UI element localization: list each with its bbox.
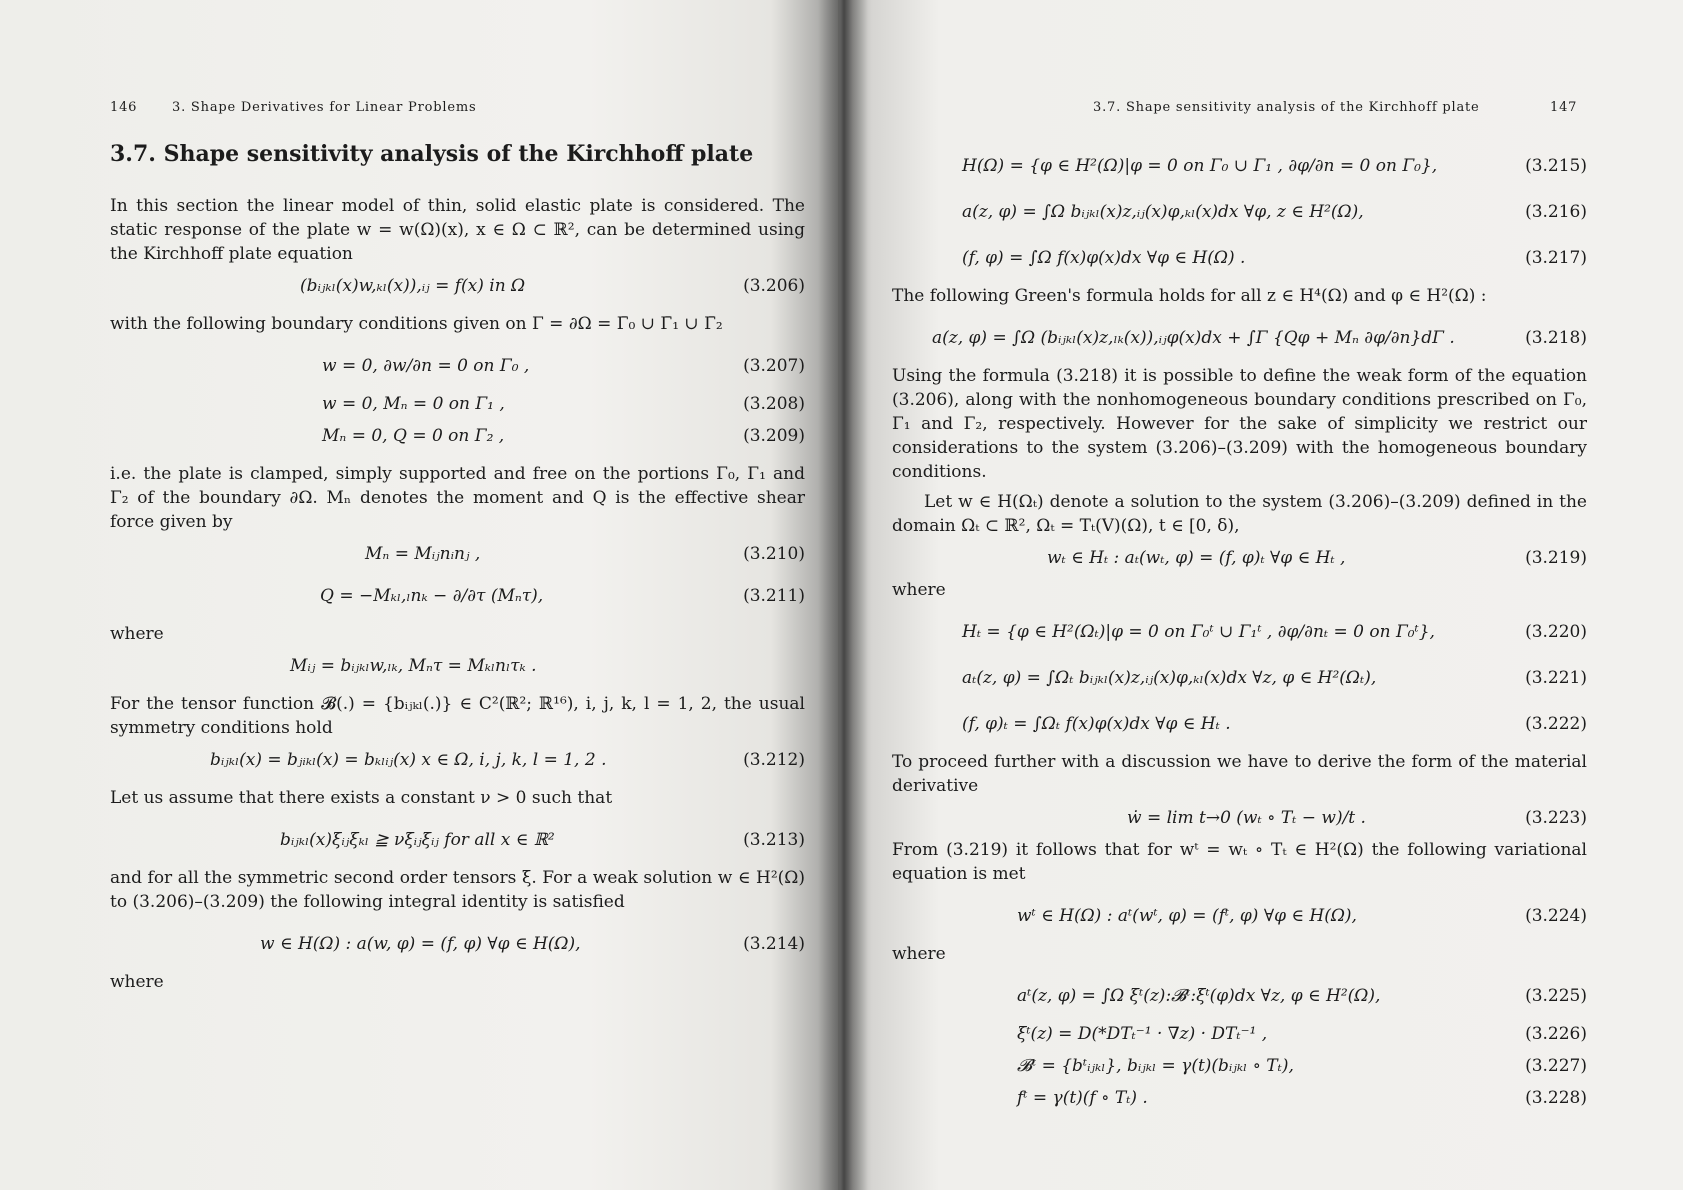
equation-body: ẇ = lim t→0 (wₜ ∘ Tₜ − w)/t . — [1127, 808, 1366, 828]
equation-3-210 — [110, 542, 805, 566]
equation-number: (3.218) — [1525, 328, 1587, 348]
equation-3-221 — [892, 658, 1587, 694]
equation-body: wᵗ ∈ H(Ω) : aᵗ(wᵗ, φ) = (fᵗ, φ) ∀φ ∈ H(Ω), — [1017, 906, 1357, 926]
equation-3-224 — [892, 896, 1587, 932]
equation-3-217 — [892, 238, 1587, 274]
paragraph: with the following boundary conditions given on Γ = ∂Ω = Γ̄₀ ∪ Γ̄₁ ∪ Γ̄₂ — [110, 314, 723, 334]
equation-body: aᵗ(z, φ) = ∫Ω ξᵗ(z):𝓑ᵗ:ξᵗ(φ)dx ∀z, φ ∈ H²(Ω), — [1017, 986, 1381, 1006]
paragraph: Let us assume that there exists a constant ν > 0 such that — [110, 788, 613, 808]
paragraph: From (3.219) it follows that for wᵗ = wₜ ∘ Tₜ ∈ H²(Ω) the following variational equation is met — [892, 840, 1587, 884]
paragraph: and for all the symmetric second order tensors ξ. For a weak solution w ∈ H²(Ω) to (3.206)–(3.209) the following integral identity is satisfied — [110, 868, 805, 912]
equation-number: (3.208) — [743, 394, 805, 414]
equation-3-228 — [892, 1086, 1587, 1110]
equation-body: 𝓑ᵗ = {bᵗᵢⱼₖₗ}, bᵢⱼₖₗ = γ(t)(bᵢⱼₖₗ ∘ Tₜ), — [1017, 1056, 1294, 1076]
gutter-shadow — [818, 0, 868, 1190]
equation-number: (3.224) — [1525, 906, 1587, 926]
equation-number: (3.217) — [1525, 248, 1587, 268]
equation-3-222 — [892, 704, 1587, 740]
equation-body: bᵢⱼₖₗ(x) = bⱼᵢₖₗ(x) = bₖₗᵢⱼ(x) x ∈ Ω, i, j, k, l = 1, 2 . — [210, 750, 607, 770]
equation-3-208 — [110, 392, 805, 416]
equation-body: H(Ω) = {φ ∈ H²(Ω)|φ = 0 on Γ₀ ∪ Γ₁ , ∂φ/∂n = 0 on Γ₀}, — [962, 156, 1438, 176]
equation-body: a(z, φ) = ∫Ω (bᵢⱼₖₗ(x)z,ₗₖ(x)),ᵢⱼφ(x)dx + ∫Γ {Qφ + Mₙ ∂φ/∂n}dΓ . — [932, 328, 1455, 348]
equation-number: (3.222) — [1525, 714, 1587, 734]
equation-body: (f, φ) = ∫Ω f(x)φ(x)dx ∀φ ∈ H(Ω) . — [962, 248, 1246, 268]
equation-3-219 — [892, 546, 1587, 570]
equation-mij — [110, 654, 805, 678]
equation-number: (3.215) — [1525, 156, 1587, 176]
equation-number: (3.211) — [743, 586, 805, 606]
paragraph: The following Green's formula holds for all z ∈ H⁴(Ω) and φ ∈ H²(Ω) : — [892, 286, 1487, 306]
equation-number: (3.214) — [743, 934, 805, 954]
paragraph: To proceed further with a discussion we have to derive the form of the material derivative — [892, 752, 1587, 796]
equation-body: w = 0, Mₙ = 0 on Γ₁ , — [322, 394, 505, 414]
right-page-body — [892, 136, 1587, 1118]
equation-3-213 — [110, 820, 805, 856]
left-page — [0, 0, 838, 1190]
paragraph-where: where — [892, 944, 946, 964]
equation-body: ξᵗ(z) = D(*DTₜ⁻¹ · ∇z) · DTₜ⁻¹ , — [1017, 1024, 1268, 1044]
paragraph: Using the formula (3.218) it is possible to define the weak form of the equation (3.206), along with the nonhomogeneous boundary conditions prescribed on Γ₀, Γ₁ and Γ₂, respectively. However for the sake of simplicity we restrict our considerations to the system (3.206)–(3.209) with the homogeneous boundary conditions. — [892, 366, 1587, 482]
paragraph: i.e. the plate is clamped, simply supported and free on the portions Γ₀, Γ₁ and Γ₂ of the boundary ∂Ω. Mₙ denotes the moment and Q is the effective shear force given by — [110, 464, 805, 532]
equation-body: Q = −Mₖₗ,ₗnₖ − ∂/∂τ (Mₙτ), — [320, 586, 544, 606]
equation-3-227 — [892, 1054, 1587, 1078]
paragraph: In this section the linear model of thin, solid elastic plate is considered. The static response of the plate w = w(Ω)(x), x ∈ Ω ⊂ ℝ², can be determined using the Kirchhoff plate equation — [110, 196, 805, 264]
equation-number: (3.210) — [743, 544, 805, 564]
equation-3-209 — [110, 424, 805, 448]
equation-number: (3.209) — [743, 426, 805, 446]
equation-number: (3.227) — [1525, 1056, 1587, 1076]
paragraph-where: where — [892, 580, 946, 600]
equation-number: (3.221) — [1525, 668, 1587, 688]
right-page — [838, 0, 1683, 1190]
equation-number: (3.226) — [1525, 1024, 1587, 1044]
equation-number: (3.207) — [743, 356, 805, 376]
right-page-number: 147 — [1550, 100, 1578, 115]
left-running-head-text: 3. Shape Derivatives for Linear Problems — [172, 100, 477, 115]
equation-body: Mₙ = Mᵢⱼnᵢnⱼ , — [365, 544, 481, 564]
equation-number: (3.213) — [743, 830, 805, 850]
equation-3-226 — [892, 1022, 1587, 1046]
equation-3-207 — [110, 346, 805, 382]
equation-number: (3.220) — [1525, 622, 1587, 642]
equation-number: (3.219) — [1525, 548, 1587, 568]
equation-3-218 — [892, 318, 1587, 354]
equation-number: (3.228) — [1525, 1088, 1587, 1108]
equation-3-206 — [110, 274, 805, 298]
equation-number: (3.223) — [1525, 808, 1587, 828]
equation-number: (3.206) — [743, 276, 805, 296]
equation-3-223 — [892, 806, 1587, 830]
equation-body: a(z, φ) = ∫Ω bᵢⱼₖₗ(x)z,ᵢⱼ(x)φ,ₖₗ(x)dx ∀φ, z ∈ H²(Ω), — [962, 202, 1364, 222]
right-running-head-text: 3.7. Shape sensitivity analysis of the Kirchhoff plate — [1093, 100, 1480, 115]
equation-3-220 — [892, 612, 1587, 648]
paragraph-where: where — [110, 972, 164, 992]
equation-3-211 — [110, 576, 805, 612]
equation-body: fᵗ = γ(t)(f ∘ Tₜ) . — [1017, 1088, 1148, 1108]
equation-body: (f, φ)ₜ = ∫Ωₜ f(x)φ(x)dx ∀φ ∈ Hₜ . — [962, 714, 1231, 734]
left-page-number: 146 — [110, 100, 138, 115]
equation-number: (3.225) — [1525, 986, 1587, 1006]
equation-body: wₜ ∈ Hₜ : aₜ(wₜ, φ) = (f, φ)ₜ ∀φ ∈ Hₜ , — [1047, 548, 1346, 568]
equation-body: w ∈ H(Ω) : a(w, φ) = (f, φ) ∀φ ∈ H(Ω), — [260, 934, 581, 954]
equation-3-212 — [110, 748, 805, 772]
equation-3-216 — [892, 192, 1587, 228]
equation-body: w = 0, ∂w/∂n = 0 on Γ₀ , — [322, 356, 530, 376]
equation-body: Hₜ = {φ ∈ H²(Ωₜ)|φ = 0 on Γ₀ᵗ ∪ Γ₁ᵗ , ∂φ/∂nₜ = 0 on Γ₀ᵗ}, — [962, 622, 1435, 642]
equation-3-214 — [110, 924, 805, 960]
equation-body: bᵢⱼₖₗ(x)ξᵢⱼξₖₗ ≧ νξᵢⱼξᵢⱼ for all x ∈ ℝ² — [280, 830, 555, 850]
equation-body: aₜ(z, φ) = ∫Ωₜ bᵢⱼₖₗ(x)z,ᵢⱼ(x)φ,ₖₗ(x)dx ∀z, φ ∈ H²(Ωₜ), — [962, 668, 1377, 688]
equation-body: (bᵢⱼₖₗ(x)w,ₖₗ(x)),ᵢⱼ = f(x) in Ω — [300, 276, 526, 296]
equation-number: (3.212) — [743, 750, 805, 770]
paragraph-where: where — [110, 624, 164, 644]
section-title: 3.7. Shape sensitivity analysis of the Kirchhoff plate — [110, 141, 754, 167]
equation-3-225 — [892, 976, 1587, 1012]
equation-number: (3.216) — [1525, 202, 1587, 222]
equation-body: Mᵢⱼ = bᵢⱼₖₗw,ₗₖ, Mₙτ = Mₖₗnₗτₖ . — [290, 656, 537, 676]
left-page-body — [110, 136, 805, 994]
paragraph: Let w ∈ H(Ωₜ) denote a solution to the system (3.206)–(3.209) defined in the domain Ωₜ ⊂ ℝ², Ωₜ = Tₜ(V)(Ω), t ∈ [0, δ), — [892, 492, 1587, 536]
equation-body: Mₙ = 0, Q = 0 on Γ₂ , — [322, 426, 505, 446]
equation-3-215 — [892, 146, 1587, 182]
paragraph: For the tensor function 𝓑(.) = {bᵢⱼₖₗ(.)} ∈ C²(ℝ²; ℝ¹⁶), i, j, k, l = 1, 2, the usual symmetry conditions hold — [110, 694, 805, 738]
